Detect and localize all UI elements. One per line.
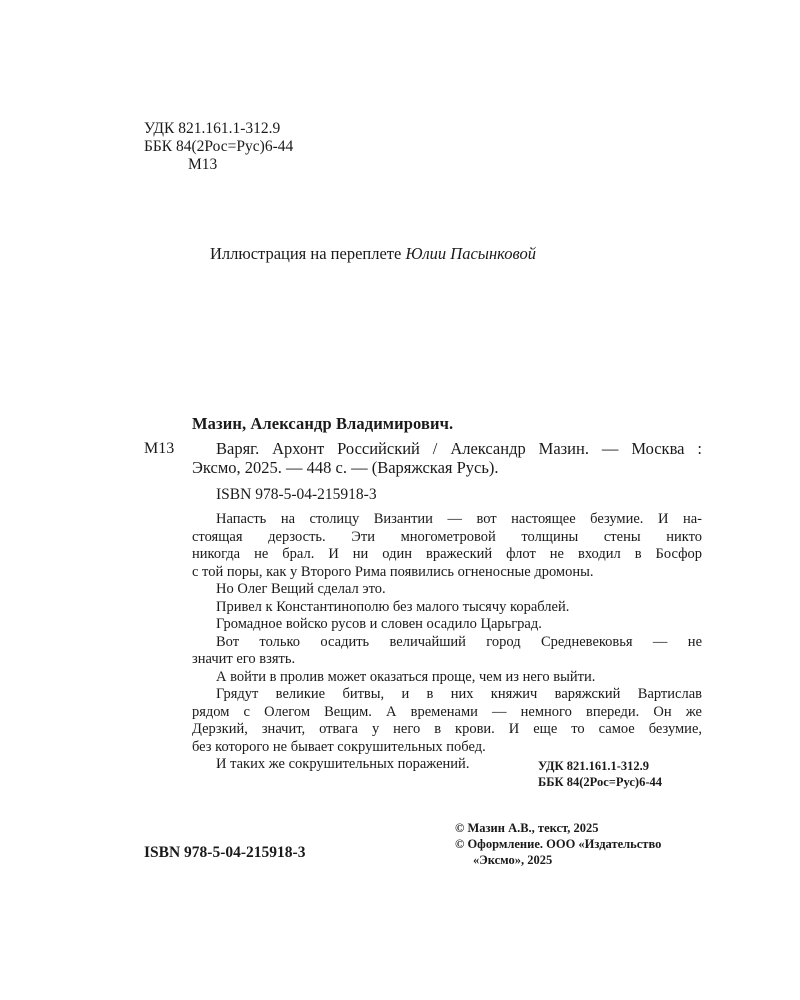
annotation-line: И таких же сокрушительных поражений. (216, 756, 470, 772)
udk-code-bottom: УДК 821.161.1-312.9 (538, 759, 649, 773)
illustration-prefix: Иллюстрация на переплете (210, 244, 406, 263)
illustration-artist: Юлии Пасынковой (405, 244, 536, 263)
isbn-bold: ISBN 978-5-04-215918-3 (144, 844, 306, 861)
annotation-line: стоящая дерзость. Эти многометровой толщины стены никто (192, 528, 702, 545)
annotation-line: без которого не бывает сокрушительных побед. (192, 738, 486, 755)
bibliography-isbn: ISBN 978-5-04-215918-3 (216, 486, 377, 503)
annotation-paragraph (192, 616, 702, 634)
classification-codes-bottom (538, 758, 662, 790)
bbk-code: ББК 84(2Рос=Рус)6-44 (144, 138, 294, 155)
annotation-paragraph (192, 581, 702, 599)
copyright-publisher: «Эксмо», 2025 (473, 853, 553, 867)
annotation-line: Громадное войско русов и словен осадило Царьград. (216, 616, 542, 632)
bibliography-mark: М13 (144, 440, 175, 457)
annotation-line: Привел к Константинополю без малого тысячу кораблей. (216, 598, 570, 615)
author-mark: М13 (188, 156, 218, 173)
annotation-paragraph (192, 669, 702, 687)
classification-codes-top (144, 120, 293, 174)
udk-code: УДК 821.161.1-312.9 (144, 120, 281, 137)
copyright-notice (455, 820, 661, 868)
copyright-text: © Мазин А.В., текст, 2025 (455, 821, 599, 835)
annotation (192, 511, 702, 774)
bibliography-author: Мазин, Александр Владимирович. (192, 414, 454, 433)
bibliography-publisher-line: Эксмо, 2025. — 448 с. — (Варяжская Русь). (192, 458, 499, 477)
annotation-line: никогда не брал. И ни один вражеский флот не входил в Босфор (192, 546, 702, 562)
annotation-line: Но Олег Вещий сделал это. (216, 581, 386, 597)
annotation-line: Грядут великие битвы, и в них княжич варяжский Вартислав (216, 686, 702, 702)
copyright-design: © Оформление. ООО «Издательство (455, 837, 662, 851)
annotation-line: А войти в пролив может оказаться проще, чем из него выйти. (216, 668, 596, 685)
annotation-paragraph (192, 511, 702, 581)
annotation-paragraph (192, 686, 702, 756)
annotation-paragraph (192, 634, 702, 669)
annotation-line: Напасть на столицу Византии — вот настоящее безумие. И на- (216, 511, 702, 527)
bibliography-title-line: Варяг. Архонт Российский / Александр Мазин. — Москва : (216, 439, 702, 458)
bibliography-record (192, 439, 702, 477)
annotation-line: с той поры, как у Второго Рима появились огненосные дромоны. (192, 563, 594, 580)
annotation-line: Дерзкий, значит, отвага у него в крови. И еще то самое безумие, (192, 721, 702, 737)
annotation-line: значит его взять. (192, 651, 296, 667)
bbk-code-bottom: ББК 84(2Рос=Рус)6-44 (538, 775, 662, 789)
annotation-line: рядом с Олегом Вещим. А временами — немного впереди. Он же (192, 703, 702, 720)
annotation-paragraph (192, 599, 702, 617)
annotation-line: Вот только осадить величайший город Средневековья — не (216, 633, 702, 650)
illustration-credit (210, 244, 536, 264)
